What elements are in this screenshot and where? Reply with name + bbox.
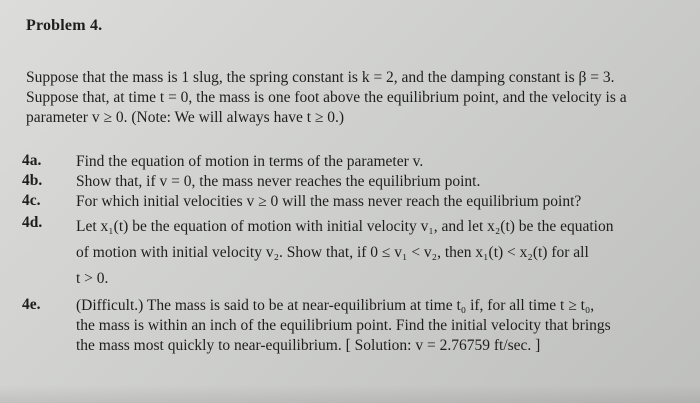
part-text-4e bbox=[76, 296, 696, 356]
photo-shadow bbox=[0, 385, 700, 403]
part-4d-line-2: of motion with initial velocity v₂. Show that, if 0 ≤ v₁ < v₂, then x₁(t) < x₂(t) for all bbox=[76, 244, 589, 261]
intro-line-2: Suppose that, at time t = 0, the mass is one foot above the equilibrium point, and the velocity is a bbox=[26, 89, 627, 106]
part-label-4e: 4e. bbox=[22, 296, 41, 313]
part-text-4c bbox=[76, 192, 696, 212]
part-text-4b bbox=[76, 172, 696, 192]
intro-line-1: Suppose that the mass is 1 slug, the spring constant is k = 2, and the damping constant is β = 3. bbox=[26, 69, 615, 86]
intro-line-3: parameter v ≥ 0. (Note: We will always have t ≥ 0.) bbox=[26, 109, 345, 126]
part-4a-line-1: Find the equation of motion in terms of the parameter v. bbox=[76, 153, 424, 170]
part-text-4d bbox=[76, 214, 696, 292]
part-label-4a: 4a. bbox=[22, 152, 42, 169]
part-4e-line-2: the mass is within an inch of the equilibrium point. Find the initial velocity that brings bbox=[76, 317, 611, 334]
part-text-4a bbox=[76, 152, 696, 172]
problem-heading: Problem 4. bbox=[26, 17, 103, 34]
part-4b-line-1: Show that, if v = 0, the mass never reaches the equilibrium point. bbox=[76, 173, 481, 190]
part-label-4d: 4d. bbox=[22, 214, 43, 231]
part-4e-line-1: (Difficult.) The mass is said to be at near-equilibrium at time t₀ if, for all time t ≥ t₀, bbox=[76, 297, 595, 314]
part-4c-line-1: For which initial velocities v ≥ 0 will the mass never reach the equilibrium point? bbox=[76, 193, 582, 210]
part-label-4c: 4c. bbox=[22, 192, 41, 209]
problem-intro bbox=[26, 68, 696, 128]
part-4d-line-3: t > 0. bbox=[76, 270, 109, 287]
part-4e-line-3: the mass most quickly to near-equilibrium. [ Solution: v = 2.76759 ft/sec. ] bbox=[76, 337, 541, 354]
part-4d-line-1: Let x₁(t) be the equation of motion with initial velocity v₁, and let x₂(t) be the equation bbox=[76, 218, 614, 235]
part-label-4b: 4b. bbox=[22, 172, 43, 189]
